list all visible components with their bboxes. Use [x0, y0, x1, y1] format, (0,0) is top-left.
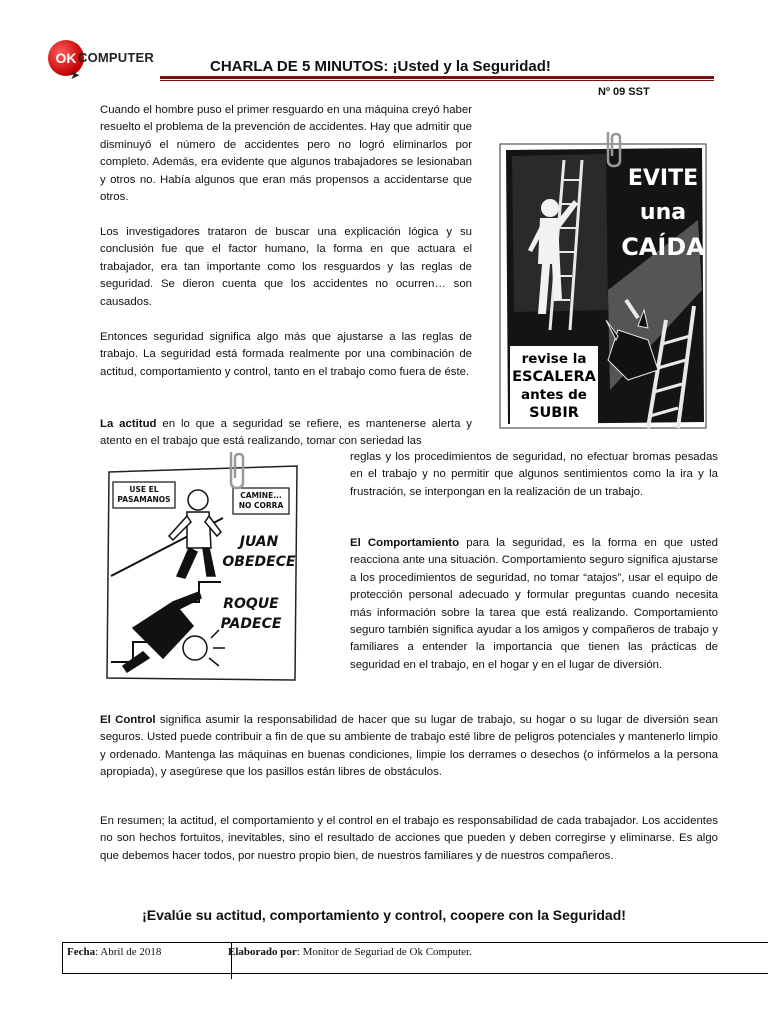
- poster-obedece: OBEDECE: [222, 554, 296, 570]
- footer-author-cell: [224, 943, 768, 979]
- sign-walk-1: CAMINE...: [240, 491, 282, 500]
- attitude-text: en lo que a seguridad se refiere, es mantenerse alerta y atento en el trabajo que está realizando, tomar con seriedad las: [100, 418, 472, 448]
- paragraph-summary: En resumen; la actitud, el comportamiento y el control en el trabajo es responsabilidad de cada trabajador. Los accidentes no son hechos fortuitos, inevitables, sino el resultado de acciones que pueden y deben corregirse y eliminarse. Es algo que debemos hacer todos, por nuestro propio bien, de nuestros familiares y de nuestros compañeros.: [100, 815, 718, 862]
- cursor-icon: ➤: [70, 68, 81, 82]
- poster-caption-2: ESCALERA: [512, 369, 596, 385]
- date-label: Fecha: [67, 946, 96, 958]
- paragraph-behavior: [350, 535, 718, 674]
- sign-handrail-1: USE EL: [129, 485, 159, 494]
- poster-headline-2: una: [639, 200, 687, 225]
- stairs-safety-poster: [103, 452, 303, 684]
- paragraph-attitude: [100, 416, 472, 451]
- behavior-lead: El Comportamiento: [350, 537, 460, 549]
- logo-text: COMPUTER: [78, 50, 154, 65]
- page-title: CHARLA DE 5 MINUTOS: ¡Usted y la Seguridad!: [210, 58, 551, 75]
- ladder-safety-poster: [498, 130, 710, 430]
- header-rule: [160, 76, 714, 79]
- paragraph-investigators: Los investigadores trataron de buscar una explicación lógica y su conclusión fue que el factor humano, la forma en que actuara el trabajador, era tan importante como los resguardos y las reglas de seguridad. Se dieron cuenta que los accidentes no ocurren… son causados.: [100, 226, 472, 308]
- paragraph-control: [100, 712, 718, 782]
- poster-caption-3: antes de: [521, 387, 587, 403]
- paragraph-attitude-cont: reglas y los procedimientos de seguridad, no efectuar bromas pesadas en el trabajo y no permitir que algunos sentimientos como la ira y la frustración, se interpongan en la realización de un trabajo.: [350, 451, 718, 498]
- poster-padece: PADECE: [220, 616, 282, 632]
- footer-date-cell: [63, 943, 232, 979]
- attitude-lead: La actitud: [100, 418, 157, 430]
- footer-table: [62, 942, 768, 974]
- behavior-text: para la seguridad, es la forma en que usted reacciona ante una situación. Comportamiento seguro significa ajustarse a los procedimientos de seguridad, no tomar “atajos”, usar el equipo de protección personal adecuado y formular preguntas cuando necesita más información sobre la tarea que está realizando. Comportamiento seguro también significa ayudar a los amigos y compañeros de trabajo y familiares a entender la importancia que tienen las prácticas de seguridad en el trabajo, en el hogar y en el lugar de diversión.: [350, 537, 718, 671]
- poster-caption-4: SUBIR: [529, 405, 579, 421]
- sign-handrail-2: PASAMANOS: [117, 495, 171, 504]
- sign-walk-2: NO CORRA: [238, 501, 284, 510]
- closing-slogan: ¡Evalúe su actitud, comportamiento y control, coopere con la Seguridad!: [142, 907, 626, 923]
- author-label: Elaborado por: [228, 946, 297, 958]
- document-number: Nº 09 SST: [598, 86, 650, 98]
- date-value: : Abril de 2018: [95, 946, 162, 958]
- paragraph-intro: Cuando el hombre puso el primer resguardo en una máquina creyó haber resuelto el problema de la prevención de accidentes. Hay que admitir que disminuyó el número de accidentes pero no logró eliminarlos por completo. Además, era evidente que algunos trabajadores se lesionaban y otros no. Había algunos que eran más propensos a accidentarse que otros.: [100, 104, 472, 204]
- control-text: significa asumir la responsabilidad de hacer que su lugar de trabajo, su hogar o su lugar de diversión sean seguros. Usted puede contribuir a fin de que su ambiente de trabajo esté libre de peligros potenciales y mantenerlo limpio y ordenado. Mantenga las máquinas en buenas condiciones, limpie los derrames o desechos (o infórmelos a la persona apropiada), y asegúrese que los pasillos están libres de obstáculos.: [100, 714, 718, 779]
- poster-caption-1: revise la: [521, 351, 587, 367]
- author-value: : Monitor de Seguriad de Ok Computer.: [296, 946, 472, 958]
- poster-roque: ROQUE: [223, 596, 279, 612]
- header-rule-thin: [160, 80, 714, 81]
- poster-headline-3: CAÍDA: [621, 233, 705, 261]
- poster-headline-1: EVITE: [627, 166, 699, 191]
- logo-badge: OK: [48, 40, 84, 76]
- paragraph-definition: Entonces seguridad significa algo más que ajustarse a las reglas de trabajo. La seguridad está formada realmente por una combinación de actitud, comportamiento y control, tanto en el trabajo como fuera de éste.: [100, 331, 472, 378]
- poster-juan: JUAN: [239, 534, 279, 550]
- control-lead: El Control: [100, 714, 156, 726]
- company-logo: [48, 38, 160, 82]
